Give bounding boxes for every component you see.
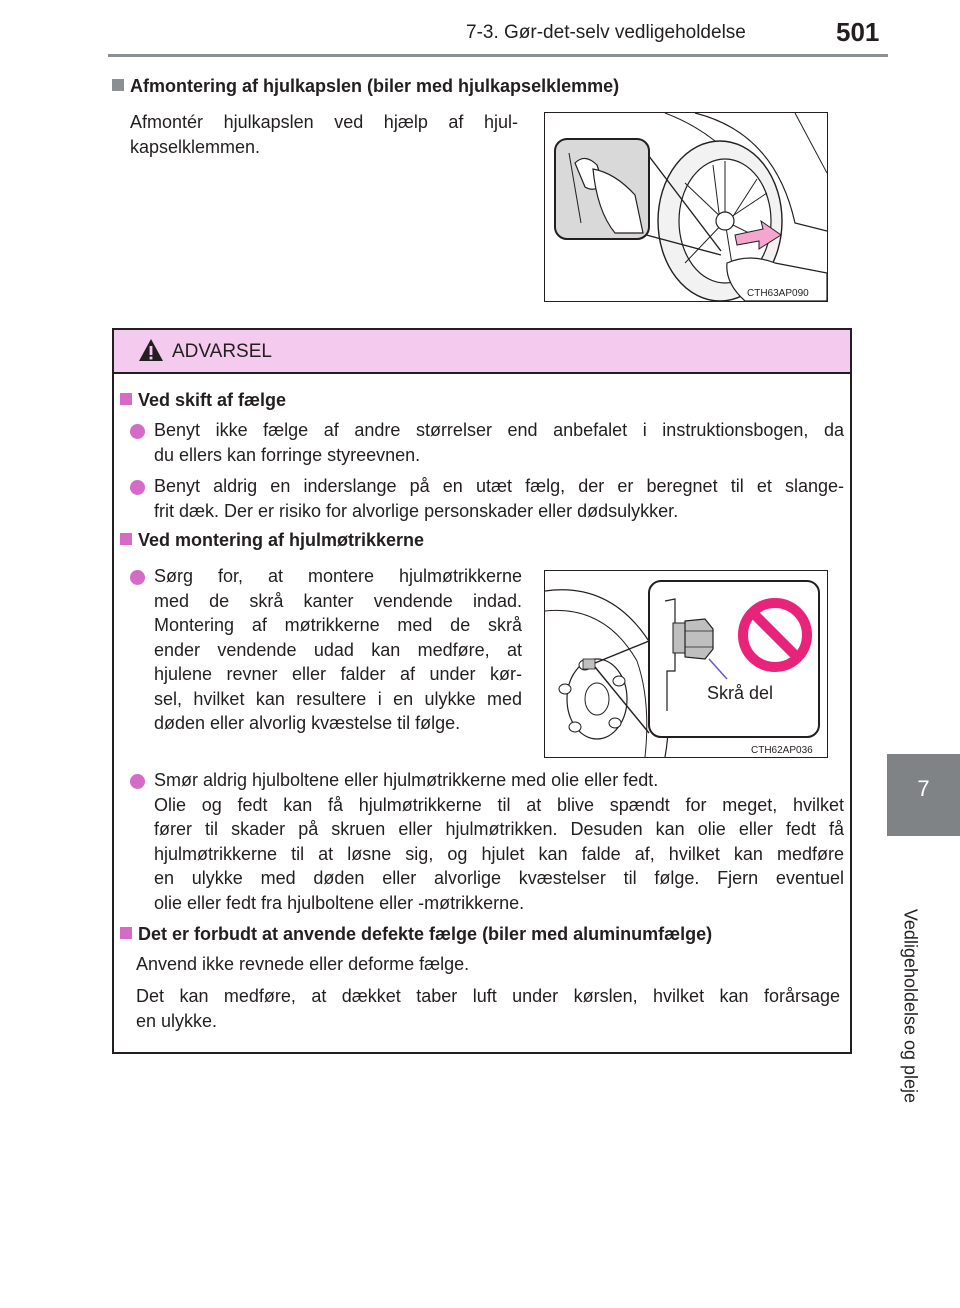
square-bullet-icon — [120, 393, 132, 405]
warning-subheading: Ved skift af fælge — [120, 390, 286, 411]
header-divider — [108, 54, 888, 57]
warning-text: Det kan medføre, at dækket taber luft under kørslen, hvilket kan forårsage en ulykke. — [136, 986, 840, 1031]
round-bullet-icon — [130, 480, 145, 495]
figure-code: CTH63AP090 — [747, 288, 809, 299]
warning-bullet: Smør aldrig hjulboltene eller hjulmøtrikkerne med olie eller fedt. Olie og fedt kan få hjulmøtrikkerne til at blive spændt for meget, hvilket fører til skader på skruen eller hjulmøtrikken. Desuden kan olie eller fedt få hjulmøtrikkerne til at løsne sig, og hjulet kan falde af, hvilket kan medføre en ulykke med døden eller alvorlige kvæstelser til følge. Fjern eventuel olie eller fedt fra hjulboltene eller -møtrikkerne. — [154, 770, 844, 913]
warning-subheading: Det er forbudt at anvende defekte fælge (biler med aluminumfælge) — [120, 924, 712, 945]
warning-text: Anvend ikke revnede eller deforme fælge. — [136, 954, 470, 974]
page-number: 501 — [836, 17, 880, 47]
round-bullet-icon — [130, 774, 145, 789]
section-heading: Afmontering af hjulkapslen (biler med hjulkapselklemme) — [112, 76, 619, 97]
warning-header — [114, 330, 850, 374]
square-bullet-icon — [112, 79, 124, 91]
section-text: Afmontér hjulkapslen ved hjælp af hjul- kapselklemmen. — [130, 112, 518, 157]
square-bullet-icon — [120, 927, 132, 939]
warning-bullet: Benyt aldrig en inderslange på en utæt fælg, der er beregnet til et slange- frit dæk. Der er risiko for alvorlige personskader eller dødsulykker. — [154, 476, 844, 521]
wheel-cap-figure — [544, 112, 828, 302]
warning-triangle-icon — [138, 338, 164, 362]
wheel-nut-figure — [544, 570, 828, 758]
warning-bullet: Sørg for, at montere hjulmøtrikkerne med de skrå kanter vendende indad. Montering af møtrikkerne med de skrå ender vendende udad kan medføre, at hjulene revner eller falder af under kør- sel, hvilket kan resultere i en ulykke med døden eller alvorlig kvæstelse til følge. — [154, 566, 522, 733]
round-bullet-icon — [130, 570, 145, 585]
chapter-label: Vedligeholdelse og pleje — [900, 908, 921, 1104]
wheel-nut-illustration — [545, 571, 827, 757]
chapter-number: 7 — [917, 776, 930, 801]
square-bullet-icon — [120, 533, 132, 545]
warning-box — [112, 328, 852, 1054]
figure-code: CTH62AP036 — [751, 745, 813, 756]
figure-label: Skrå del — [707, 683, 774, 703]
warning-subheading: Ved montering af hjulmøtrikkerne — [120, 530, 424, 551]
warning-bullet: Benyt ikke fælge af andre størrelser end anbefalet i instruktionsbogen, da du ellers kan forringe styreevnen. — [154, 420, 844, 465]
chapter-tab — [887, 754, 960, 836]
round-bullet-icon — [130, 424, 145, 439]
warning-title: ADVARSEL — [172, 341, 272, 362]
wheel-cap-illustration — [545, 113, 827, 301]
section-title: 7-3. Gør-det-selv vedligeholdelse — [466, 22, 746, 43]
